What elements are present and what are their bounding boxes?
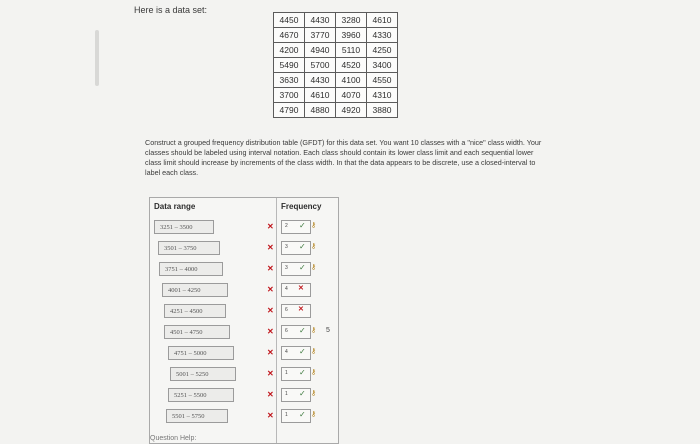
correct-check-icon: ✓ (299, 410, 306, 419)
answer-key-icon[interactable]: ⚷ (311, 264, 317, 271)
answer-key-icon[interactable]: ⚷ (311, 222, 317, 229)
incorrect-icon: ✕ (267, 369, 274, 378)
data-range-input[interactable]: 4501 – 4750 (164, 325, 230, 339)
incorrect-icon: ✕ (267, 222, 274, 231)
frequency-input[interactable] (281, 220, 311, 234)
data-cell: 3630 (274, 73, 305, 88)
gfdt-row (150, 283, 338, 299)
correct-check-icon: ✓ (299, 221, 306, 230)
data-cell: 4310 (367, 88, 398, 103)
incorrect-icon: ✕ (267, 264, 274, 273)
data-cell: 4940 (305, 43, 336, 58)
data-cell: 4790 (274, 103, 305, 118)
gfdt-row (150, 241, 338, 257)
correct-check-icon: ✓ (299, 263, 306, 272)
data-range-input[interactable]: 4251 – 4500 (164, 304, 226, 318)
instructions-text: Construct a grouped frequency distribution table (GFDT) for this data set. You want 10 classes with a "nice" class width. Your classes should be labeled using interval notation. Each class should contain its lower class limit and each sequential lower class limit should increase by increments of the class width. In that the data appears to be discrete, use a closed-interval to label each class. (145, 138, 542, 177)
gfdt-table (149, 197, 339, 444)
answer-key-icon[interactable]: ⚷ (311, 369, 317, 376)
data-cell: 4430 (305, 73, 336, 88)
data-cell: 3880 (367, 103, 398, 118)
data-cell: 4430 (305, 13, 336, 28)
answer-key-icon[interactable]: ⚷ (311, 327, 317, 334)
frequency-value: 1 (285, 391, 288, 397)
data-cell: 3280 (336, 13, 367, 28)
data-cell: 5490 (274, 58, 305, 73)
data-cell: 4550 (367, 73, 398, 88)
data-cell: 3400 (367, 58, 398, 73)
frequency-input[interactable] (281, 388, 311, 402)
question-help-link[interactable]: Question Help: (150, 435, 197, 442)
data-range-input[interactable]: 5001 – 5250 (170, 367, 236, 381)
data-cell: 5110 (336, 43, 367, 58)
gfdt-row (150, 220, 338, 236)
data-cell: 4610 (305, 88, 336, 103)
gfdt-row (150, 367, 338, 383)
incorrect-icon: ✕ (267, 243, 274, 252)
frequency-header: Frequency (281, 202, 322, 211)
data-row (274, 103, 398, 118)
frequency-input[interactable] (281, 346, 311, 360)
data-cell: 4250 (367, 43, 398, 58)
correct-check-icon: ✓ (299, 368, 306, 377)
frequency-value: 3 (285, 265, 288, 271)
incorrect-icon: ✕ (267, 327, 274, 336)
frequency-input[interactable] (281, 325, 311, 339)
answer-key-icon[interactable]: ⚷ (311, 243, 317, 250)
data-row (274, 73, 398, 88)
answer-key-icon[interactable]: ⚷ (311, 348, 317, 355)
data-row (274, 58, 398, 73)
incorrect-icon: ✕ (267, 348, 274, 357)
side-note: 5 (326, 327, 330, 334)
correct-check-icon: ✓ (299, 389, 306, 398)
data-range-input[interactable]: 3251 – 3500 (154, 220, 214, 234)
data-range-input[interactable]: 3501 – 3750 (158, 241, 220, 255)
frequency-input[interactable] (281, 367, 311, 381)
answer-key-icon[interactable]: ⚷ (311, 411, 317, 418)
data-range-input[interactable]: 5251 – 5500 (168, 388, 234, 402)
correct-check-icon: ✓ (299, 242, 306, 251)
frequency-value: 4 (285, 349, 288, 355)
incorrect-icon: ✕ (267, 390, 274, 399)
gfdt-row (150, 388, 338, 404)
data-row (274, 43, 398, 58)
data-row (274, 88, 398, 103)
frequency-value: 2 (285, 223, 288, 229)
data-cell: 4880 (305, 103, 336, 118)
data-cell: 4200 (274, 43, 305, 58)
incorrect-icon: ✕ (267, 306, 274, 315)
data-range-input[interactable]: 3751 – 4000 (159, 262, 223, 276)
data-cell: 5700 (305, 58, 336, 73)
data-cell: 4610 (367, 13, 398, 28)
frequency-input[interactable] (281, 304, 311, 318)
data-range-input[interactable]: 5501 – 5750 (166, 409, 228, 423)
incorrect-icon: ✕ (267, 285, 274, 294)
prompt-label: Here is a data set: (134, 5, 208, 15)
data-range-header: Data range (154, 202, 196, 211)
data-cell: 3770 (305, 28, 336, 43)
frequency-value: 6 (285, 328, 288, 334)
gfdt-row (150, 346, 338, 362)
gfdt-row (150, 325, 338, 341)
wrong-answer-icon: ✕ (298, 306, 304, 313)
data-cell: 4520 (336, 58, 367, 73)
frequency-value: 6 (285, 307, 288, 313)
data-row (274, 28, 398, 43)
data-cell: 3960 (336, 28, 367, 43)
data-cell: 4070 (336, 88, 367, 103)
data-row (274, 13, 398, 28)
wrong-answer-icon: ✕ (298, 285, 304, 292)
frequency-value: 1 (285, 412, 288, 418)
data-cell: 4670 (274, 28, 305, 43)
frequency-value: 1 (285, 370, 288, 376)
frequency-value: 4 (285, 286, 288, 292)
data-cell: 3700 (274, 88, 305, 103)
data-range-input[interactable]: 4751 – 5000 (168, 346, 234, 360)
incorrect-icon: ✕ (267, 411, 274, 420)
data-cell: 4100 (336, 73, 367, 88)
gfdt-row (150, 262, 338, 278)
data-range-input[interactable]: 4001 – 4250 (162, 283, 228, 297)
frequency-input[interactable] (281, 409, 311, 423)
data-cell: 4330 (367, 28, 398, 43)
answer-key-icon[interactable]: ⚷ (311, 390, 317, 397)
gfdt-row (150, 409, 338, 425)
frequency-value: 3 (285, 244, 288, 250)
frequency-input[interactable] (281, 241, 311, 255)
frequency-input[interactable] (281, 283, 311, 297)
correct-check-icon: ✓ (299, 347, 306, 356)
frequency-input[interactable] (281, 262, 311, 276)
gfdt-row (150, 304, 338, 320)
data-set-table (273, 12, 398, 118)
scroll-handle[interactable] (95, 30, 99, 86)
data-cell: 4920 (336, 103, 367, 118)
data-cell: 4450 (274, 13, 305, 28)
correct-check-icon: ✓ (299, 326, 306, 335)
